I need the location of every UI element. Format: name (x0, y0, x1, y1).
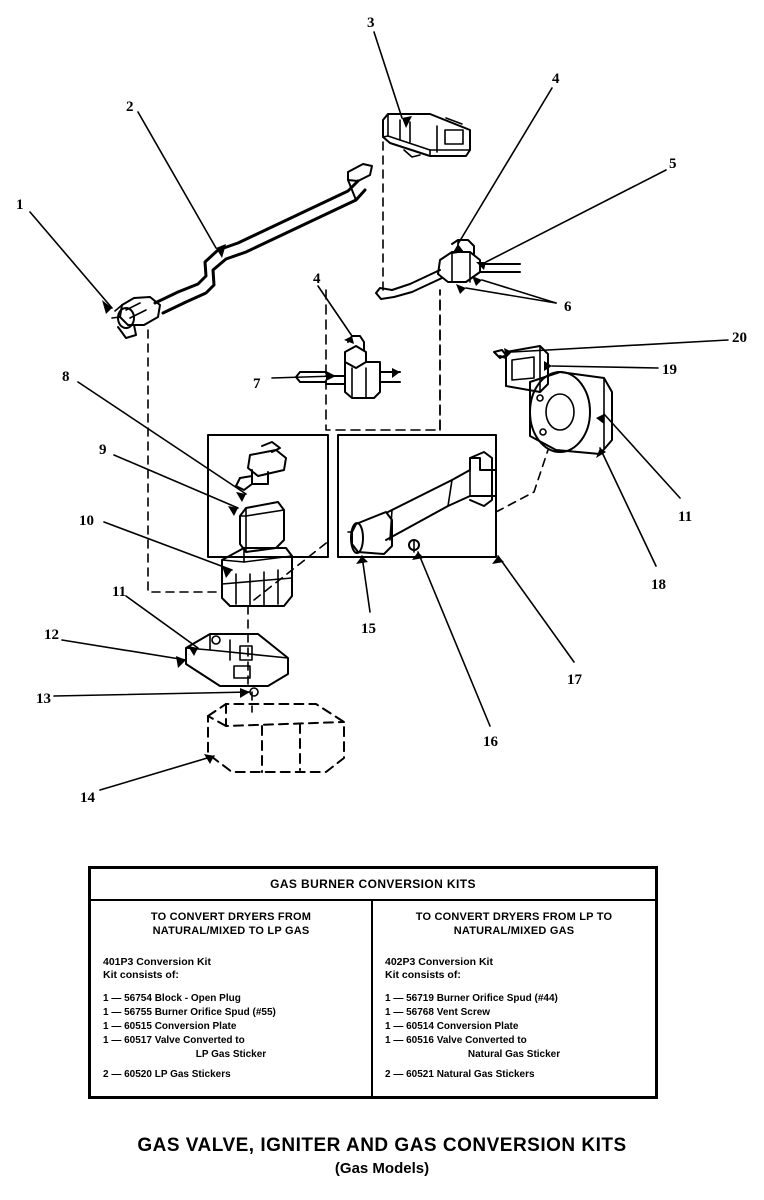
callout-2: 2 (126, 99, 134, 115)
kit-items-list (103, 992, 359, 1082)
kit-heading: TO CONVERT DRYERS FROM NATURAL/MIXED TO LP GAS (150, 911, 312, 937)
kit-item: 1 — 56768 Vent Screw (385, 1007, 491, 1018)
callout-7: 7 (253, 376, 261, 392)
kit-column-natural-to-lp (91, 901, 373, 1096)
kit-item: 1 — 56719 Burner Orifice Spud (#44) (385, 993, 558, 1004)
kit-item: 1 — 60517 Valve Converted to (103, 1035, 245, 1046)
kit-item: 1 — 60514 Conversion Plate (385, 1021, 519, 1032)
callout-20: 20 (732, 330, 747, 346)
kit-item: 2 — 60521 Natural Gas Stickers (385, 1069, 535, 1080)
kit-item: 1 — 56755 Burner Orifice Spud (#55) (103, 1007, 276, 1018)
kit-item-continuation: LP Gas Sticker (195, 1049, 267, 1060)
callout-17: 17 (567, 672, 582, 688)
callout-3: 3 (367, 15, 375, 31)
kit-item: 1 — 56754 Block - Open Plug (103, 993, 241, 1004)
callout-11-right: 11 (678, 509, 693, 525)
kit-item: 1 — 60516 Valve Converted to (385, 1035, 527, 1046)
callout-8: 8 (62, 369, 70, 385)
callout-14: 14 (80, 790, 95, 806)
callout-13: 13 (36, 691, 51, 707)
kit-item-continuation: Natural Gas Sticker (467, 1049, 561, 1060)
callout-19: 19 (662, 362, 677, 378)
kit-column-lp-to-natural (373, 901, 655, 1096)
figure-caption-title: GAS VALVE, IGNITER AND GAS CONVERSION KITS (137, 1135, 627, 1156)
callout-16: 16 (483, 734, 498, 750)
callout-1: 1 (16, 197, 24, 213)
callout-6: 6 (564, 299, 572, 315)
kit-consists-label: Kit consists of: (103, 969, 179, 981)
callout-9: 9 (99, 442, 107, 458)
callout-4-top: 4 (552, 71, 560, 87)
callout-12: 12 (44, 627, 59, 643)
callout-15: 15 (361, 621, 376, 637)
kit-item: 1 — 60515 Conversion Plate (103, 1021, 237, 1032)
figure-caption-subtitle: (Gas Models) (334, 1160, 430, 1177)
callout-4-center: 4 (313, 271, 321, 287)
kit-heading: TO CONVERT DRYERS FROM LP TO NATURAL/MIXED GAS (415, 911, 613, 937)
kit-number: 402P3 Conversion Kit (385, 956, 493, 968)
kits-table-title: GAS BURNER CONVERSION KITS (91, 869, 655, 901)
kit-item: 2 — 60520 LP Gas Stickers (103, 1069, 231, 1080)
callout-18: 18 (651, 577, 666, 593)
callout-11-left: 11 (112, 584, 127, 600)
kit-items-list (385, 992, 643, 1082)
gas-burner-conversion-kits-table (88, 866, 658, 1099)
callout-5: 5 (669, 156, 677, 172)
kit-consists-label: Kit consists of: (385, 969, 461, 981)
callout-10: 10 (79, 513, 94, 529)
figure-caption (0, 1135, 764, 1177)
kit-number: 401P3 Conversion Kit (103, 956, 211, 968)
